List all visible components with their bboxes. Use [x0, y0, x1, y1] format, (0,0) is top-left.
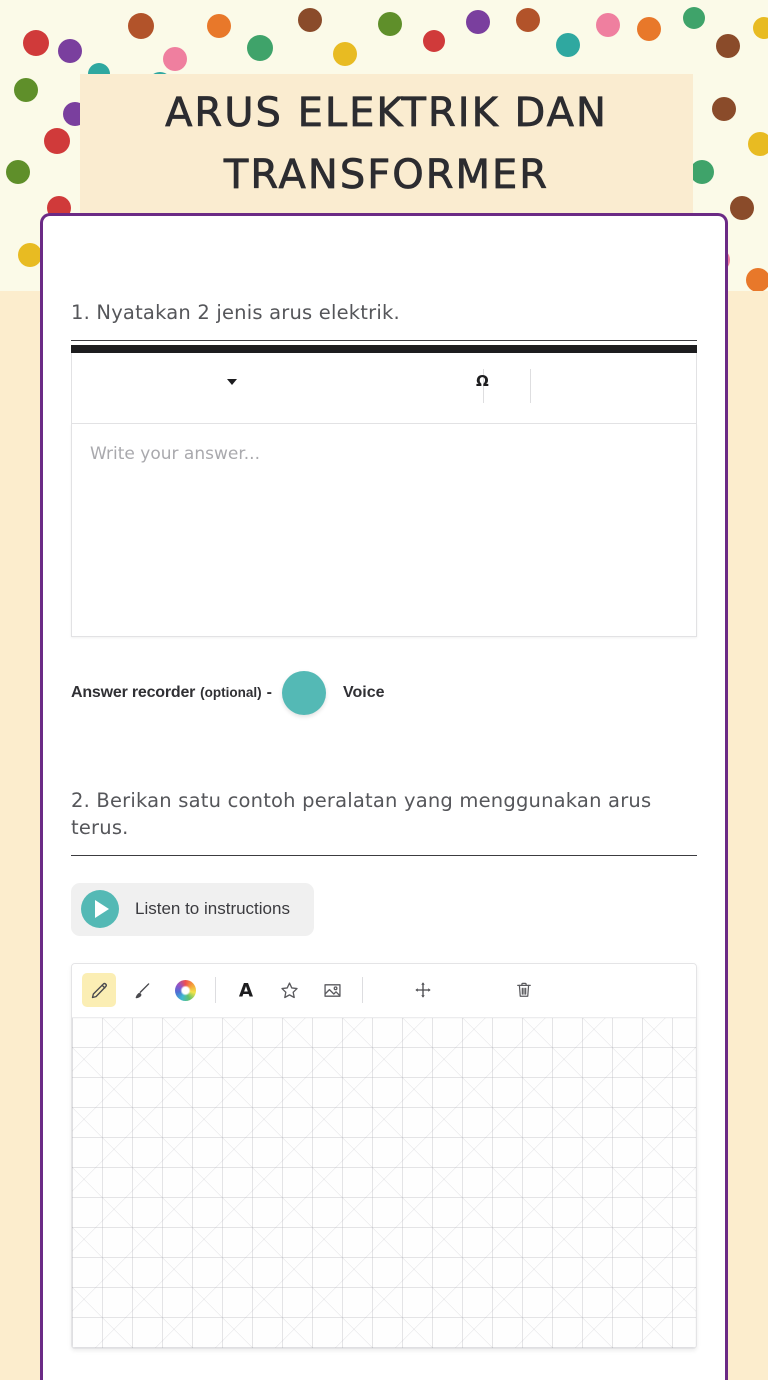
answer-recorder-optional: (optional) [200, 685, 262, 701]
star-sticker-tool-button[interactable] [272, 973, 306, 1007]
move-tool-button[interactable] [406, 973, 440, 1007]
confetti-dot [683, 7, 705, 29]
confetti-dot [690, 160, 714, 184]
confetti-dot [378, 12, 402, 36]
listen-to-instructions-button[interactable] [71, 883, 314, 936]
answer-textarea-1[interactable] [71, 424, 697, 637]
confetti-dot [596, 13, 620, 37]
listen-button-label: Listen to instructions [135, 899, 290, 919]
drawing-toolbar [72, 964, 696, 1018]
confetti-dot [14, 78, 38, 102]
answer-placeholder: Write your answer... [90, 443, 260, 464]
confetti-dot [298, 8, 322, 32]
confetti-dot [730, 196, 754, 220]
page-title: ARUS ELEKTRIK DAN TRANSFORMER [165, 89, 608, 198]
confetti-dot [516, 8, 540, 32]
confetti-dot [44, 128, 70, 154]
confetti-dot [712, 97, 736, 121]
color-wheel-tool-button[interactable] [168, 973, 202, 1007]
confetti-dot [466, 10, 490, 34]
question-2-text: 2. Berikan satu contoh peralatan yang menggunakan arus terus. [71, 788, 652, 839]
chevron-down-icon[interactable] [227, 379, 237, 385]
confetti-dot [18, 243, 42, 267]
play-icon[interactable] [81, 890, 119, 928]
question-block-2 [71, 786, 697, 1349]
answer-recorder-row [71, 670, 697, 716]
confetti-dot [23, 30, 49, 56]
worksheet-card [40, 213, 728, 1380]
pencil-tool-button[interactable] [82, 973, 116, 1007]
confetti-dot [748, 132, 768, 156]
drawing-pad [71, 963, 697, 1349]
question-1-text: 1. Nyatakan 2 jenis arus elektrik. [71, 301, 400, 324]
confetti-dot [753, 17, 768, 39]
voice-label: Voice [342, 683, 385, 701]
color-wheel-icon [175, 980, 196, 1001]
confetti-dot [247, 35, 273, 61]
confetti-dot [716, 34, 740, 58]
confetti-dot [423, 30, 445, 52]
confetti-dot [746, 268, 768, 291]
confetti-dot [58, 39, 82, 63]
omega-symbol-button[interactable]: Ω [476, 371, 489, 390]
text-tool-button[interactable] [229, 973, 263, 1007]
confetti-dot [333, 42, 357, 66]
rich-text-editor-1 [71, 345, 697, 637]
title-banner [80, 74, 693, 213]
drawing-canvas[interactable] [72, 1018, 696, 1348]
answer-recorder-label: Answer recorder [71, 683, 196, 701]
paintbrush-tool-button[interactable] [125, 973, 159, 1007]
editor-toolbar [71, 353, 697, 424]
editor-topbar [71, 345, 697, 353]
confetti-dot [637, 17, 661, 41]
toolbar-divider [530, 369, 531, 403]
svg-text:A: A [238, 980, 254, 1002]
voice-record-button[interactable] [282, 671, 326, 715]
confetti-dot [6, 160, 30, 184]
question-2-rule [71, 855, 697, 856]
toolbar-divider [215, 977, 216, 1003]
confetti-dot [556, 33, 580, 57]
toolbar-divider [362, 977, 363, 1003]
question-block-1 [71, 216, 697, 716]
confetti-dot [207, 14, 231, 38]
confetti-dot [128, 13, 154, 39]
confetti-dot [163, 47, 187, 71]
trash-tool-button[interactable] [507, 973, 541, 1007]
question-1-rule [71, 340, 697, 341]
image-tool-button[interactable] [315, 973, 349, 1007]
answer-recorder-dash: - [266, 683, 272, 701]
